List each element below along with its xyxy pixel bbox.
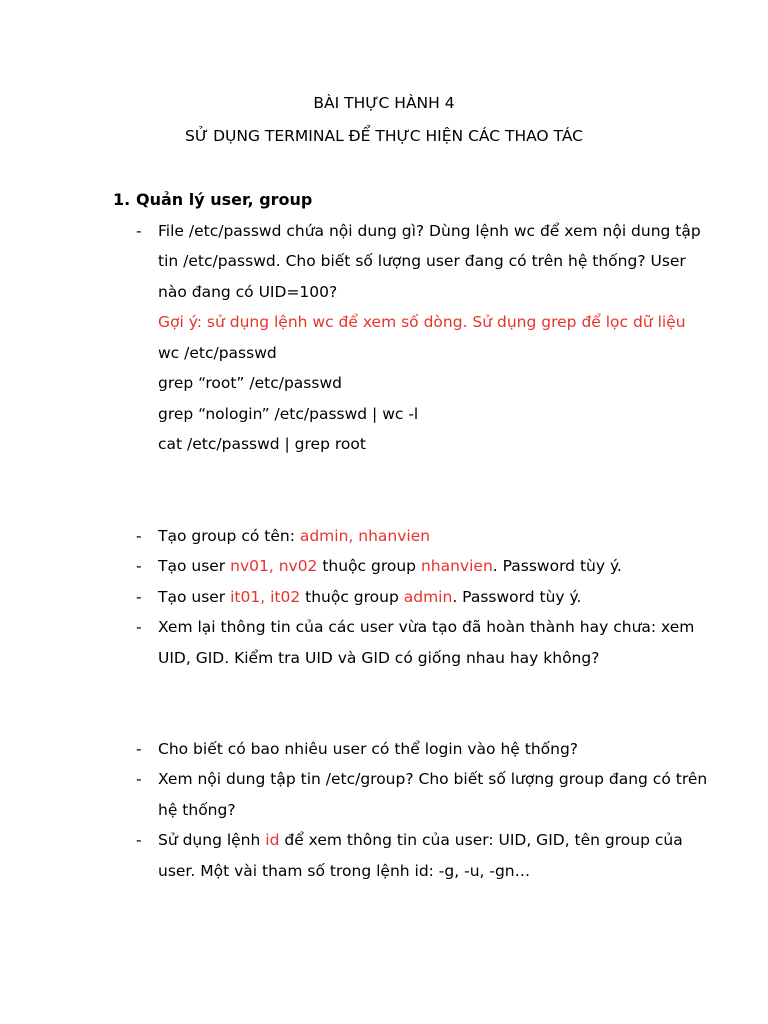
- item8-line2: user. Một vài tham số trong lệnh id: -g, -u, -gn…: [158, 862, 531, 880]
- title-line-2: SỬ DỤNG TERMINAL ĐỂ THỰC HIỆN CÁC THAO TÁC: [185, 127, 583, 145]
- item5-line1: Xem lại thông tin của các user vừa tạo đã hoàn thành hay chưa: xem: [158, 618, 695, 636]
- item6-line1: Cho biết có bao nhiêu user có thể login vào hệ thống?: [158, 740, 579, 758]
- item7-line2: hệ thống?: [158, 801, 236, 819]
- item4-line: [158, 587, 581, 607]
- group-name: admin: [403, 588, 453, 606]
- bullet-dash: -: [136, 770, 142, 788]
- item4-text: thuộc group: [300, 588, 404, 606]
- item8-line1: [158, 830, 683, 850]
- item1-line2: tin /etc/passwd. Cho biết số lượng user đang có trên hệ thống? User: [158, 252, 686, 270]
- item7-line1: Xem nội dung tập tin /etc/group? Cho biết số lượng group đang có trên: [158, 770, 708, 788]
- bullet-dash: -: [136, 222, 142, 240]
- section-number: 1.: [113, 190, 131, 209]
- user-names: nv01, nv02: [230, 557, 318, 575]
- item3-line: [158, 556, 622, 576]
- item4-text: Tạo user: [158, 588, 231, 606]
- command-line: grep “root” /etc/passwd: [158, 374, 342, 392]
- bullet-dash: -: [136, 740, 142, 758]
- bullet-dash: -: [136, 831, 142, 849]
- group-name: nhanvien: [420, 557, 493, 575]
- item2-text: Tạo group có tên:: [158, 527, 300, 545]
- bullet-dash: -: [136, 527, 142, 545]
- item5-line2: UID, GID. Kiểm tra UID và GID có giống nhau hay không?: [158, 649, 600, 667]
- item1-hint: Gợi ý: sử dụng lệnh wc để xem số dòng. Sử dụng grep để lọc dữ liệu: [158, 313, 686, 331]
- command-name: id: [265, 831, 280, 849]
- bullet-dash: -: [136, 618, 142, 636]
- item4-text: . Password tùy ý.: [452, 588, 582, 606]
- item3-text: Tạo user: [158, 557, 231, 575]
- bullet-dash: -: [136, 588, 142, 606]
- group-names: admin, nhanvien: [299, 527, 431, 545]
- item2-line: [158, 526, 430, 546]
- section-heading: Quản lý user, group: [136, 190, 313, 209]
- user-names: it01, it02: [230, 588, 301, 606]
- command-line: wc /etc/passwd: [158, 344, 277, 362]
- item8-text: Sử dụng lệnh: [158, 831, 266, 849]
- bullet-dash: -: [136, 557, 142, 575]
- command-line: cat /etc/passwd | grep root: [158, 435, 366, 453]
- command-line: grep “nologin” /etc/passwd | wc -l: [158, 405, 419, 423]
- item3-text: . Password tùy ý.: [492, 557, 622, 575]
- item3-text: thuộc group: [317, 557, 421, 575]
- title-line-1: BÀI THỰC HÀNH 4: [313, 94, 455, 112]
- item1-line1: File /etc/passwd chứa nội dung gì? Dùng lệnh wc để xem nội dung tập: [158, 222, 701, 240]
- item1-line3: nào đang có UID=100?: [158, 283, 338, 301]
- item8-text: để xem thông tin của user: UID, GID, tên group của: [279, 831, 683, 849]
